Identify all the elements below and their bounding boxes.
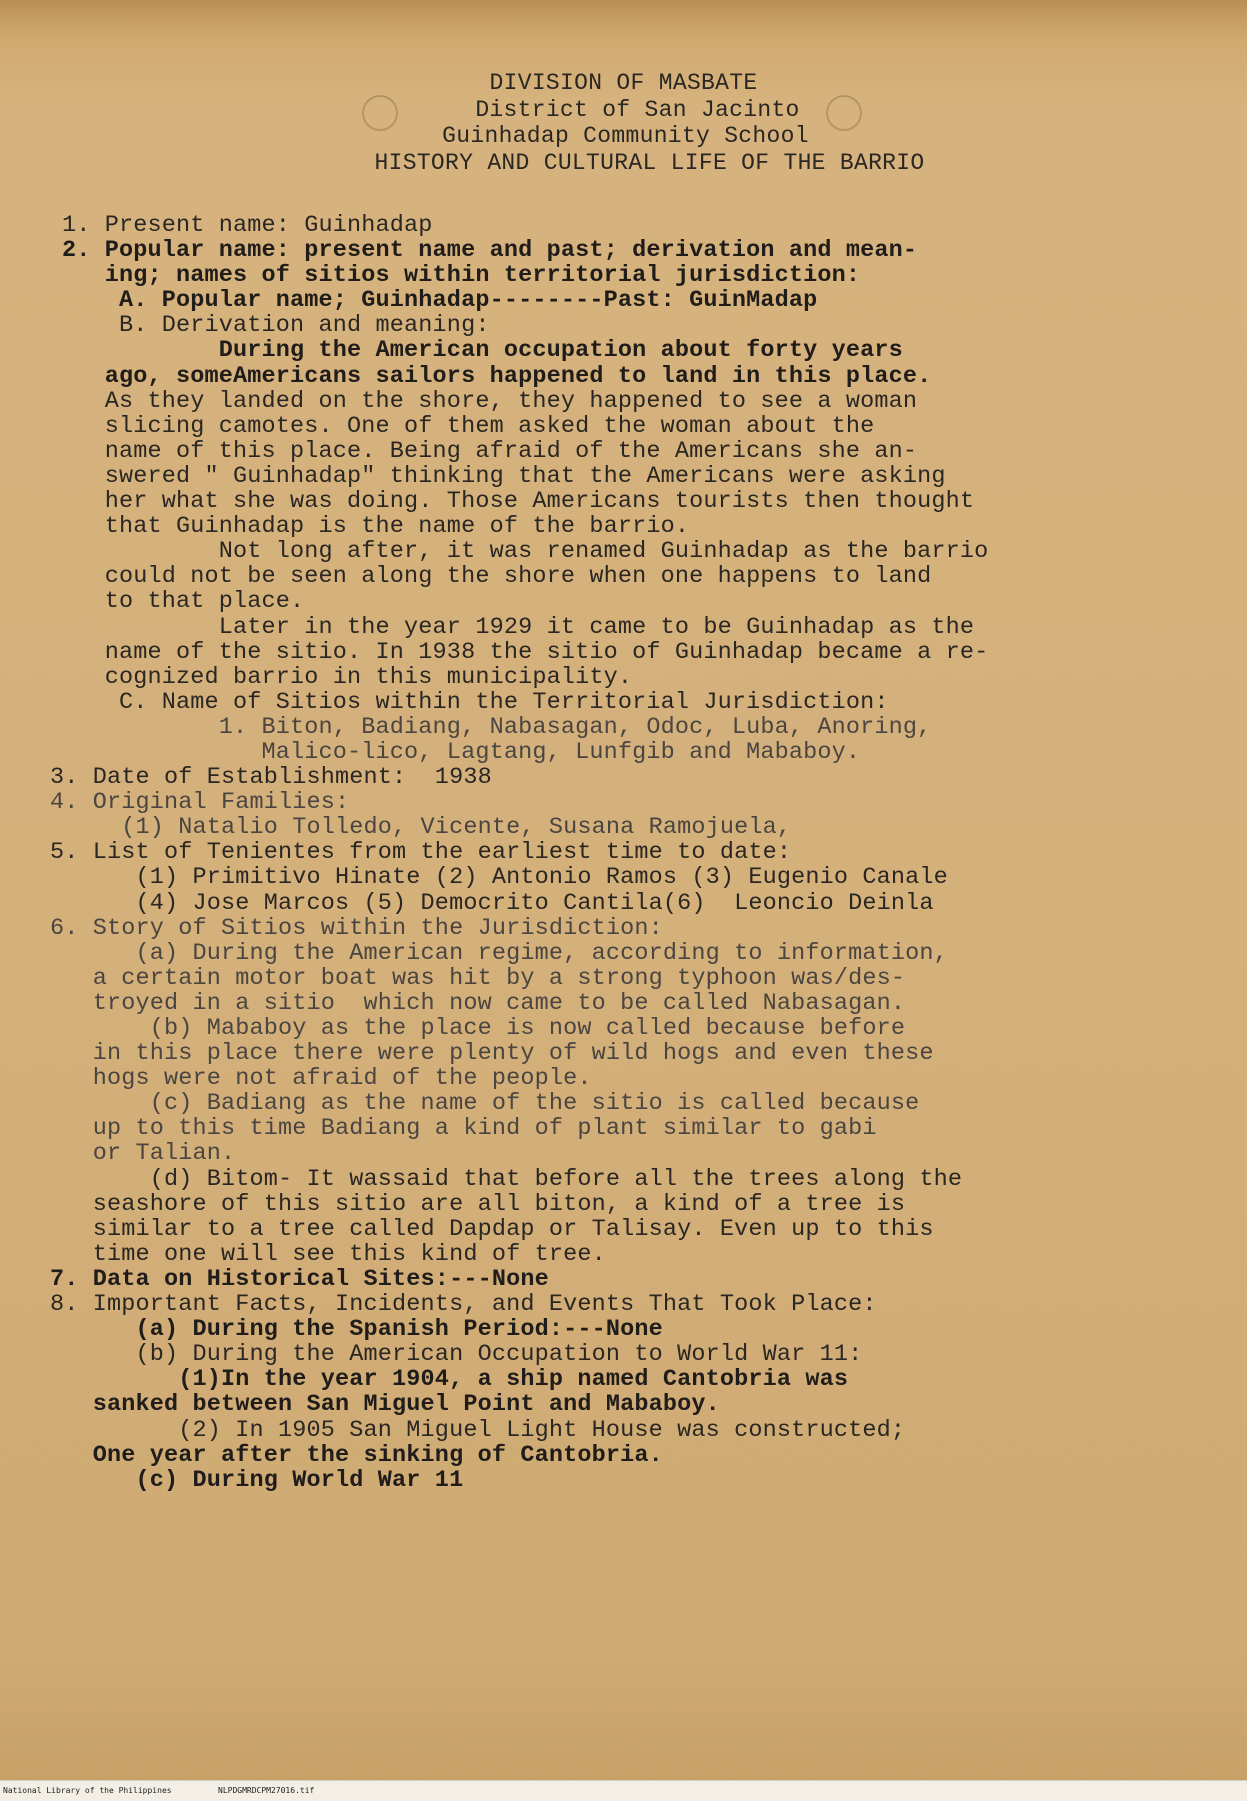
text-line: seashore of this sitio are all biton, a kind of a tree is: [50, 1190, 906, 1218]
text-line: troyed in a sitio which now came to be called Nabasagan.: [50, 989, 906, 1017]
text-line: or Talian.: [50, 1140, 236, 1168]
text-line: (b) Mababoy as the place is now called because before: [50, 1015, 906, 1042]
text-line: slicing camotes. One of them asked the woman about the: [62, 412, 875, 440]
text-line: her what she was doing. Those Americans tourists then thought: [62, 488, 975, 516]
header-district: District of San Jacinto: [475, 96, 800, 123]
text-line: hogs were not afraid of the people.: [50, 1065, 592, 1093]
text-line: to that place.: [62, 588, 305, 616]
text-line: time one will see this kind of tree.: [50, 1240, 606, 1268]
text-line: ago, someAmericans sailors happened to land in this place.: [62, 362, 932, 390]
text-line: (a) During the American regime, according to information,: [50, 939, 948, 967]
text-line: One year after the sinking of Cantobria.: [50, 1441, 663, 1469]
text-line: 6. Story of Sitios within the Jurisdiction:: [50, 914, 663, 942]
text-line: that Guinhadap is the name of the barrio.: [62, 513, 690, 541]
header-division: DIVISION OF MASBATE: [489, 70, 758, 96]
text-line: similar to a tree called Dapdap or Talisay. Even up to this: [50, 1215, 934, 1243]
text-line: sanked between San Miguel Point and Mababoy.: [50, 1391, 720, 1419]
text-line: (a) During the Spanish Period:---None: [50, 1316, 663, 1344]
text-line: name of this place. Being afraid of the Americans she an-: [62, 437, 918, 465]
footer-library-credit: National Library of the Philippines: [3, 1786, 172, 1795]
text-line: ing; names of sitios within territorial jurisdiction:: [62, 262, 861, 290]
text-line: C. Name of Sitios within the Territorial Jurisdiction:: [62, 688, 889, 716]
text-line: As they landed on the shore, they happened to see a woman: [62, 387, 918, 415]
text-line: (c) Badiang as the name of the sitio is called because: [50, 1090, 920, 1118]
text-line: Later in the year 1929 it came to be Guinhadap as the: [62, 613, 975, 641]
text-line: 3. Date of Establishment: 1938: [50, 764, 492, 792]
text-line: (1)In the year 1904, a ship named Cantobria was: [50, 1366, 849, 1394]
text-line: (b) During the American Occupation to World War 11:: [50, 1341, 863, 1369]
document-body: [0, 213, 1247, 1493]
document-header: [0, 70, 1247, 176]
text-line: 7. Data on Historical Sites:---None: [50, 1265, 549, 1293]
footer-file-name: NLPDGMRDCPM27016.tif: [218, 1786, 315, 1795]
text-line: 4. Original Families:: [50, 789, 350, 817]
text-line: 1. Present name: Guinhadap: [62, 212, 433, 239]
text-line: 1. Biton, Badiang, Nabasagan, Odoc, Luba, Anoring,: [62, 713, 932, 741]
archive-footer: [0, 1780, 1247, 1801]
text-line: 5. List of Tenientes from the earliest time to date:: [50, 839, 792, 867]
text-line: up to this time Badiang a kind of plant similar to gabi: [50, 1115, 877, 1143]
text-line: cognized barrio in this municipality.: [62, 663, 633, 691]
text-line: a certain motor boat was hit by a strong typhoon was/des-: [50, 964, 906, 992]
text-line: (1) Primitivo Hinate (2) Antonio Ramos (3) Eugenio Canale: [50, 864, 948, 892]
text-line: Malico-lico, Lagtang, Lunfgib and Mababoy.: [62, 738, 861, 766]
text-line: A. Popular name; Guinhadap--------Past: GuinMadap: [62, 287, 818, 315]
text-line: in this place there were plenty of wild hogs and even these: [50, 1040, 934, 1068]
text-line: 8. Important Facts, Incidents, and Events That Took Place:: [50, 1291, 877, 1319]
text-line: could not be seen along the shore when one happens to land: [62, 563, 932, 591]
text-line: 2. Popular name: present name and past; derivation and mean-: [62, 237, 918, 265]
header-title: HISTORY AND CULTURAL LIFE OF THE BARRIO: [374, 149, 925, 176]
text-line: swered " Guinhadap" thinking that the Americans were asking: [62, 462, 946, 490]
text-line: Not long after, it was renamed Guinhadap as the barrio: [62, 538, 989, 566]
header-school: Guinhadap Community School: [442, 123, 809, 149]
paper-top-edge: [0, 0, 1247, 42]
text-line: (1) Natalio Tolledo, Vicente, Susana Ramojuela,: [50, 814, 792, 842]
text-line: B. Derivation and meaning:: [62, 312, 490, 340]
text-line: (4) Jose Marcos (5) Democrito Cantila(6) Leoncio Deinla: [50, 889, 934, 917]
text-line: (c) During World War 11: [50, 1466, 464, 1494]
text-line: (d) Bitom- It wassaid that before all the trees along the: [50, 1165, 963, 1193]
text-line: During the American occupation about forty years: [62, 337, 903, 365]
text-line: name of the sitio. In 1938 the sitio of Guinhadap became a re-: [62, 638, 989, 666]
text-line: (2) In 1905 San Miguel Light House was constructed;: [50, 1416, 906, 1444]
